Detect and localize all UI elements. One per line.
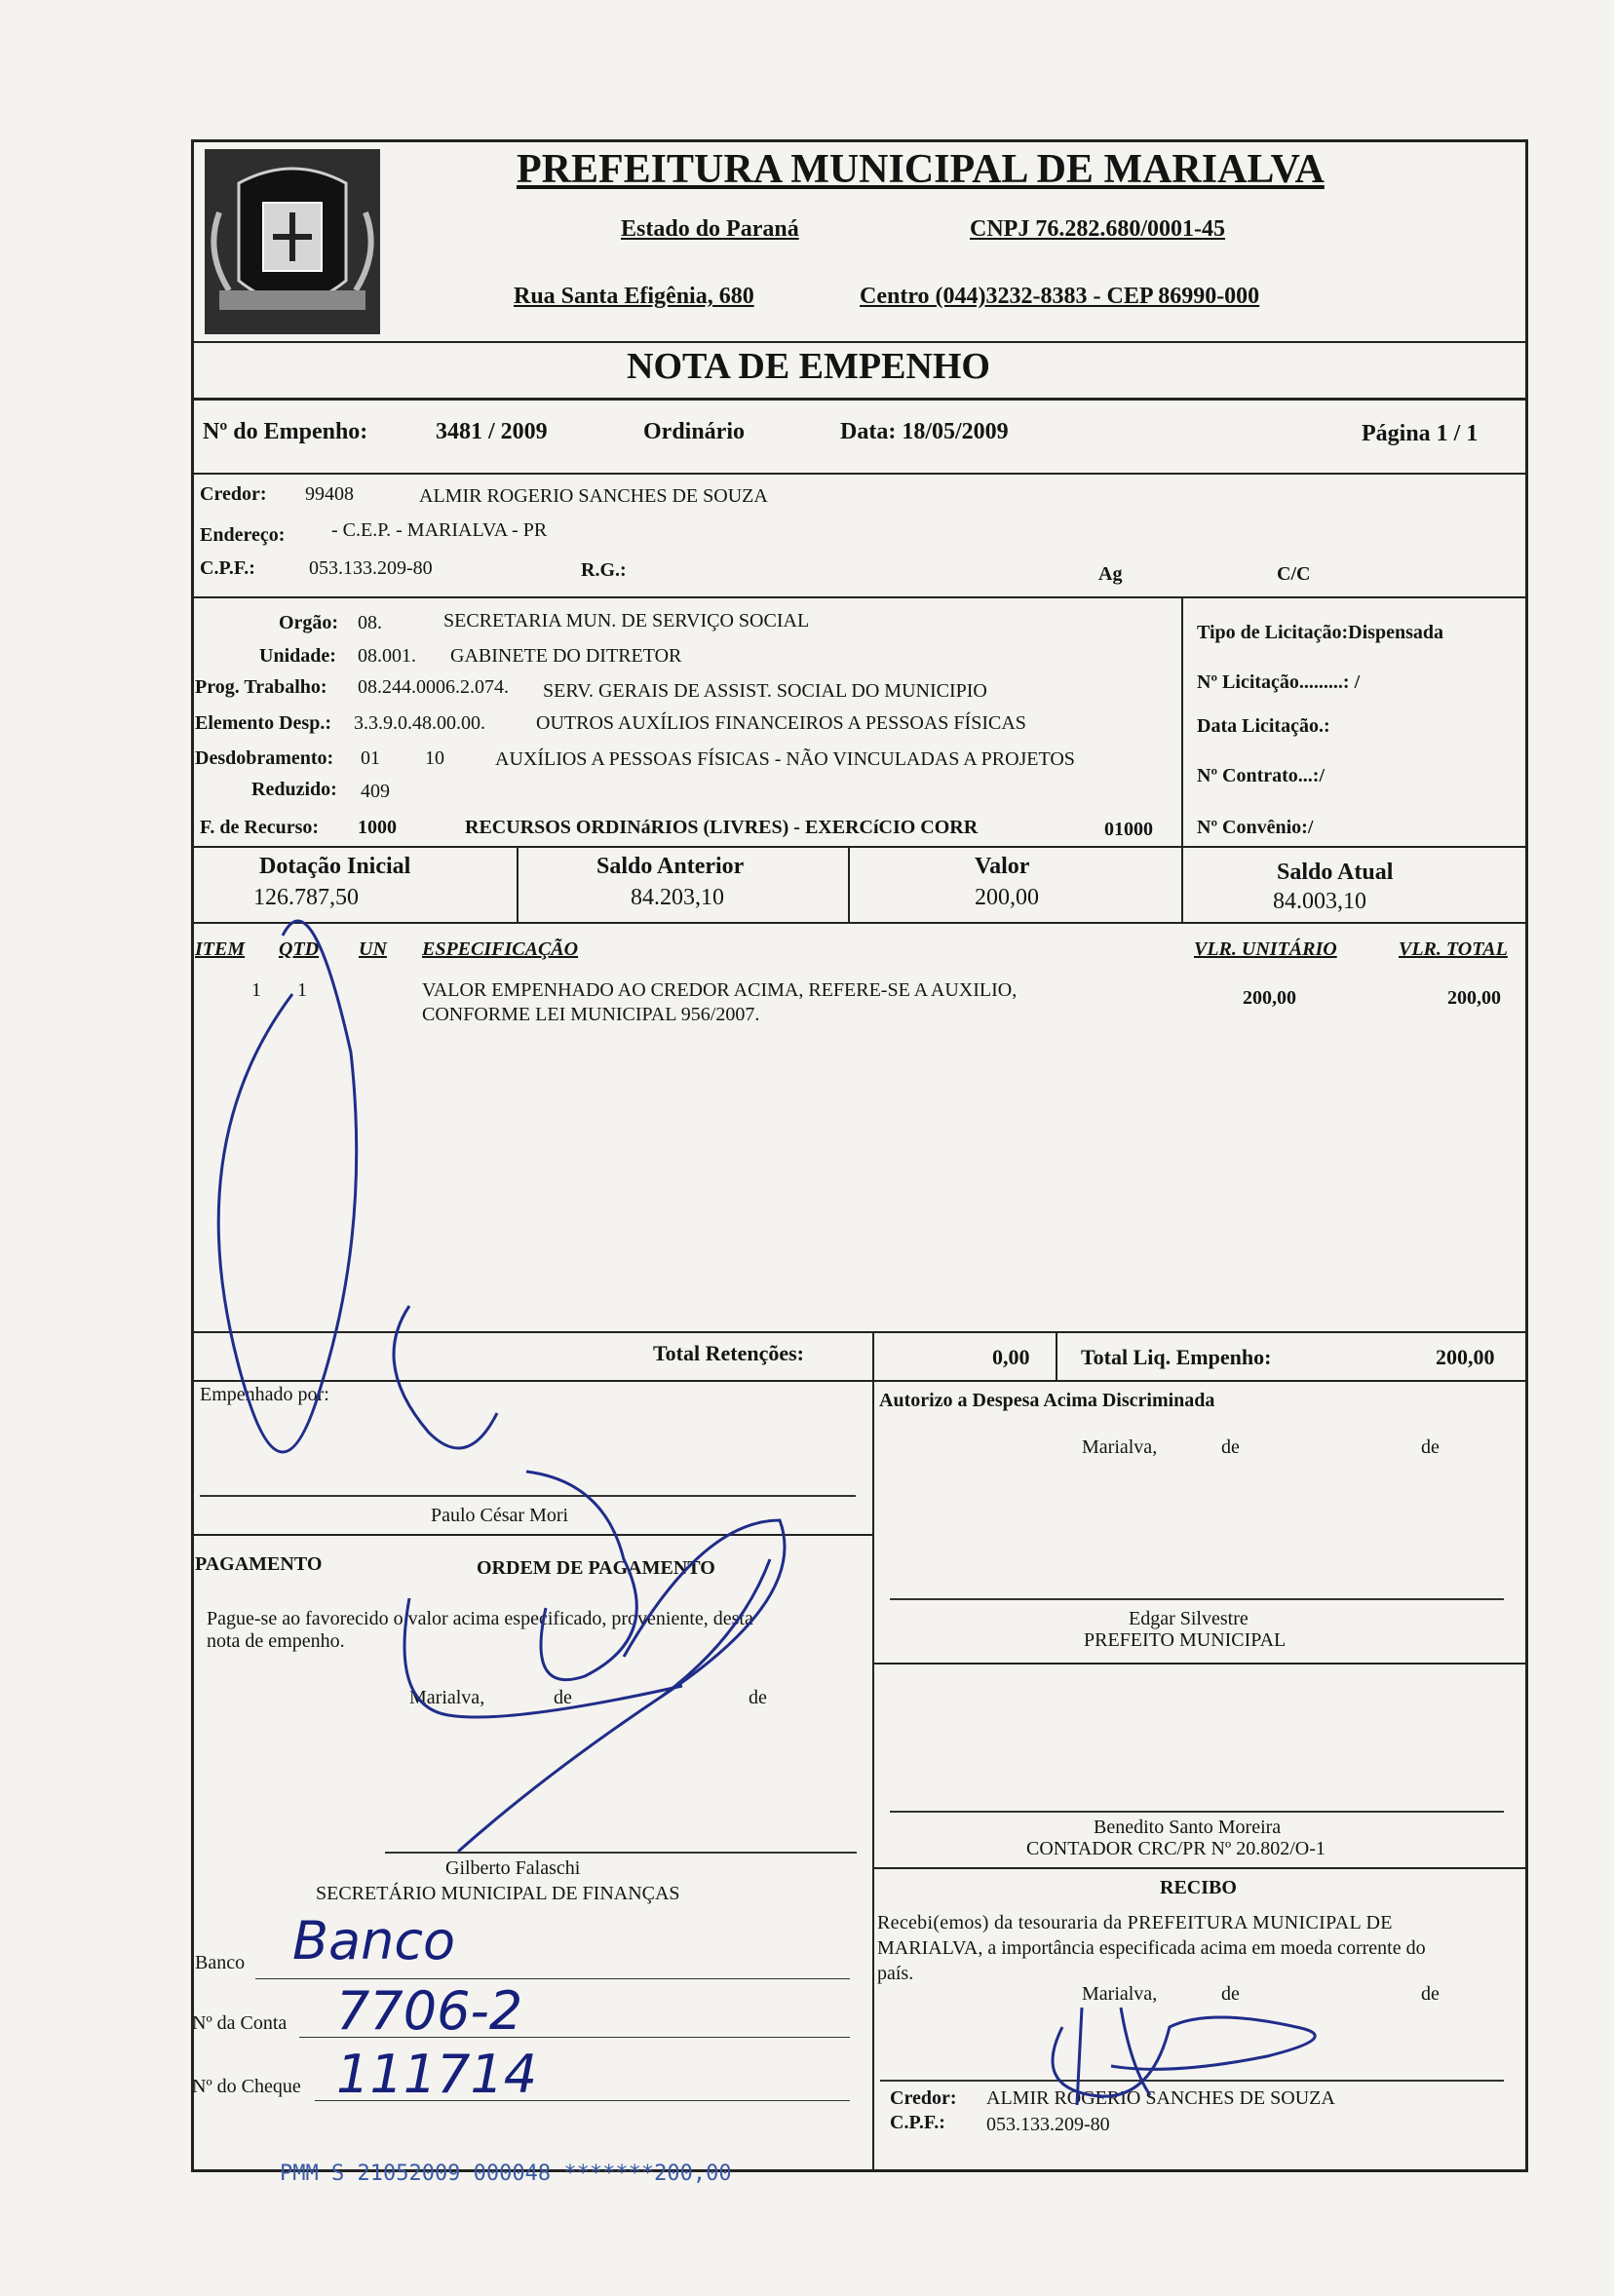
ordem-text-2: nota de empenho.: [207, 1630, 345, 1652]
retencoes-label: Total Retenções:: [653, 1341, 804, 1365]
recibo-credor-name: ALMIR ROGERIO SANCHES DE SOUZA: [986, 2087, 1335, 2109]
prog-code: 08.244.0006.2.074.: [358, 676, 509, 698]
header-state: Estado do Paraná: [621, 216, 799, 242]
autorizo-de-1: de: [1221, 1436, 1240, 1458]
table-row-desc1: VALOR EMPENHADO AO CREDOR ACIMA, REFERE-SE A AUXILIO,: [422, 979, 1018, 1001]
secretario-title: SECRETÁRIO MUNICIPAL DE FINANÇAS: [316, 1883, 680, 1904]
recibo-cpf-value: 053.133.209-80: [986, 2114, 1110, 2135]
empenho-page: Página 1 / 1: [1362, 421, 1479, 446]
dotacao-value: 126.787,50: [253, 885, 359, 910]
valor-value: 200,00: [975, 885, 1039, 910]
reduzido-code: 409: [361, 781, 390, 802]
qtd-header: QTD: [279, 938, 320, 960]
reduzido-label: Reduzido:: [251, 779, 337, 800]
elem-name: OUTROS AUXÍLIOS FINANCEIROS A PESSOAS FÍSICAS: [536, 712, 1026, 734]
ordem-de-1: de: [554, 1687, 572, 1708]
cheque-label: Nº do Cheque: [192, 2076, 301, 2097]
ordem-de-2: de: [749, 1687, 767, 1708]
unit-header: VLR. UNITÁRIO: [1194, 938, 1337, 960]
espec-header: ESPECIFICAÇÃO: [422, 938, 579, 960]
secretario-name: Gilberto Falaschi: [445, 1857, 581, 1879]
address-label: Endereço:: [200, 524, 286, 546]
recibo-cpf-label: C.P.F.:: [890, 2112, 945, 2133]
prog-label: Prog. Trabalho:: [195, 676, 327, 698]
empenho-date: Data: 18/05/2009: [840, 419, 1009, 444]
empenho-number: 3481 / 2009: [436, 419, 548, 444]
cheque-handwritten: 111714: [336, 2044, 538, 2105]
autorizo-city: Marialva,: [1082, 1436, 1158, 1458]
contador-title: CONTADOR CRC/PR Nº 20.802/O-1: [1026, 1838, 1326, 1859]
total-liq-label: Total Liq. Empenho:: [1081, 1345, 1272, 1369]
desd-code1: 01: [361, 747, 380, 769]
recibo-text-2: MARIALVA, a importância especificada acima em moeda corrente do: [877, 1937, 1426, 1959]
prefeito-name: Edgar Silvestre: [1129, 1608, 1249, 1629]
table-row-total: 200,00: [1447, 987, 1501, 1009]
autorizo-de-2: de: [1421, 1436, 1440, 1458]
elem-code: 3.3.9.0.48.00.00.: [354, 712, 485, 734]
cpf-value: 053.133.209-80: [309, 557, 433, 579]
dotacao-label: Dotação Inicial: [259, 854, 411, 879]
licitacao-data: Data Licitação.:: [1197, 715, 1330, 737]
pagamento-label: PAGAMENTO: [195, 1553, 323, 1575]
rg-label: R.G.:: [581, 559, 627, 581]
empenhado-label: Empenhado por:: [200, 1384, 329, 1405]
conta-handwritten: 7706-2: [336, 1980, 523, 2042]
desd-name: AUXÍLIOS A PESSOAS FÍSICAS - NÃO VINCULADAS A PROJETOS: [495, 748, 1075, 770]
header-cnpj: CNPJ 76.282.680/0001-45: [970, 216, 1225, 242]
document-title: NOTA DE EMPENHO: [627, 346, 990, 387]
recibo-de-1: de: [1221, 1983, 1240, 2005]
header-title: PREFEITURA MUNICIPAL DE MARIALVA: [517, 147, 1325, 192]
banco-handwritten: Banco: [292, 1910, 456, 1971]
saldo-anterior-label: Saldo Anterior: [596, 854, 745, 879]
cpf-label: C.P.F.:: [200, 557, 255, 579]
item-header: ITEM: [195, 938, 246, 960]
desd-label: Desdobramento:: [195, 747, 334, 769]
address-value: - C.E.P. - MARIALVA - PR: [331, 519, 548, 541]
header-street: Rua Santa Efigênia, 680: [514, 284, 754, 309]
orgao-name: SECRETARIA MUN. DE SERVIÇO SOCIAL: [443, 610, 810, 631]
table-row-desc2: CONFORME LEI MUNICIPAL 956/2007.: [422, 1004, 760, 1025]
recurso-name: RECURSOS ORDINáRIOS (LIVRES) - EXERCíCIO CORR: [465, 817, 979, 838]
desd-code2: 10: [425, 747, 444, 769]
ordem-pagamento-label: ORDEM DE PAGAMENTO: [477, 1557, 715, 1579]
recibo-text-3: país.: [877, 1963, 914, 1984]
orgao-code: 08.: [358, 612, 382, 633]
licitacao-numero: Nº Licitação.........: /: [1197, 671, 1361, 693]
recurso-code2: 01000: [1104, 819, 1153, 840]
ordem-city: Marialva,: [409, 1687, 485, 1708]
table-row-item: 1: [251, 979, 261, 1001]
licitacao-convenio: Nº Convênio:/: [1197, 817, 1314, 838]
unidade-code: 08.001.: [358, 645, 416, 667]
credor-code: 99408: [305, 483, 354, 505]
contador-name: Benedito Santo Moreira: [1094, 1817, 1282, 1838]
recibo-city: Marialva,: [1082, 1983, 1158, 2005]
table-row-qtd: 1: [297, 979, 307, 1001]
elem-label: Elemento Desp.:: [195, 712, 331, 734]
un-header: UN: [359, 938, 387, 960]
prog-name: SERV. GERAIS DE ASSIST. SOCIAL DO MUNICIPIO: [543, 680, 987, 702]
recibo-de-2: de: [1421, 1983, 1440, 2005]
ordem-text-1: Pague-se ao favorecido o valor acima especificado, proveniente, desta: [207, 1608, 753, 1629]
orgao-label: Orgão:: [279, 612, 339, 633]
saldo-anterior-value: 84.203,10: [631, 885, 724, 910]
empenhado-name: Paulo César Mori: [431, 1505, 569, 1526]
ag-label: Ag: [1098, 563, 1123, 585]
autorizo-text: Autorizo a Despesa Acima Discriminada: [879, 1390, 1215, 1411]
recurso-code: 1000: [358, 817, 397, 838]
conta-label: Nº da Conta: [192, 2012, 288, 2034]
saldo-atual-label: Saldo Atual: [1277, 860, 1394, 885]
retencoes-value: 0,00: [992, 1345, 1030, 1369]
table-row-unit: 200,00: [1243, 987, 1296, 1009]
recibo-label: RECIBO: [1160, 1877, 1237, 1898]
licitacao-contrato: Nº Contrato...:/: [1197, 765, 1326, 786]
saldo-atual-value: 84.003,10: [1273, 889, 1366, 914]
total-liq-value: 200,00: [1436, 1345, 1495, 1369]
recibo-text-1: Recebi(emos) da tesouraria da PREFEITURA MUNICIPAL DE: [877, 1912, 1393, 1933]
empenho-number-label: Nº do Empenho:: [203, 419, 368, 444]
empenho-type: Ordinário: [643, 419, 746, 444]
total-header: VLR. TOTAL: [1399, 938, 1508, 960]
licitacao-tipo: Tipo de Licitação:Dispensada: [1197, 622, 1443, 643]
recibo-credor-label: Credor:: [890, 2087, 957, 2109]
cc-label: C/C: [1277, 563, 1311, 585]
header-district-phone: Centro (044)3232-8383 - CEP 86990-000: [860, 284, 1260, 309]
credor-label: Credor:: [200, 483, 267, 505]
recurso-label: F. de Recurso:: [200, 817, 320, 838]
credor-name: ALMIR ROGERIO SANCHES DE SOUZA: [419, 485, 768, 507]
payment-stamp: PMM S 21052009 000048 *******200,00: [280, 2162, 732, 2186]
valor-label: Valor: [975, 854, 1030, 879]
prefeito-title: PREFEITO MUNICIPAL: [1084, 1629, 1287, 1651]
banco-label: Banco: [195, 1952, 246, 1973]
unidade-label: Unidade:: [259, 645, 336, 667]
municipal-seal-icon: [200, 144, 385, 339]
unidade-name: GABINETE DO DITRETOR: [450, 645, 682, 667]
